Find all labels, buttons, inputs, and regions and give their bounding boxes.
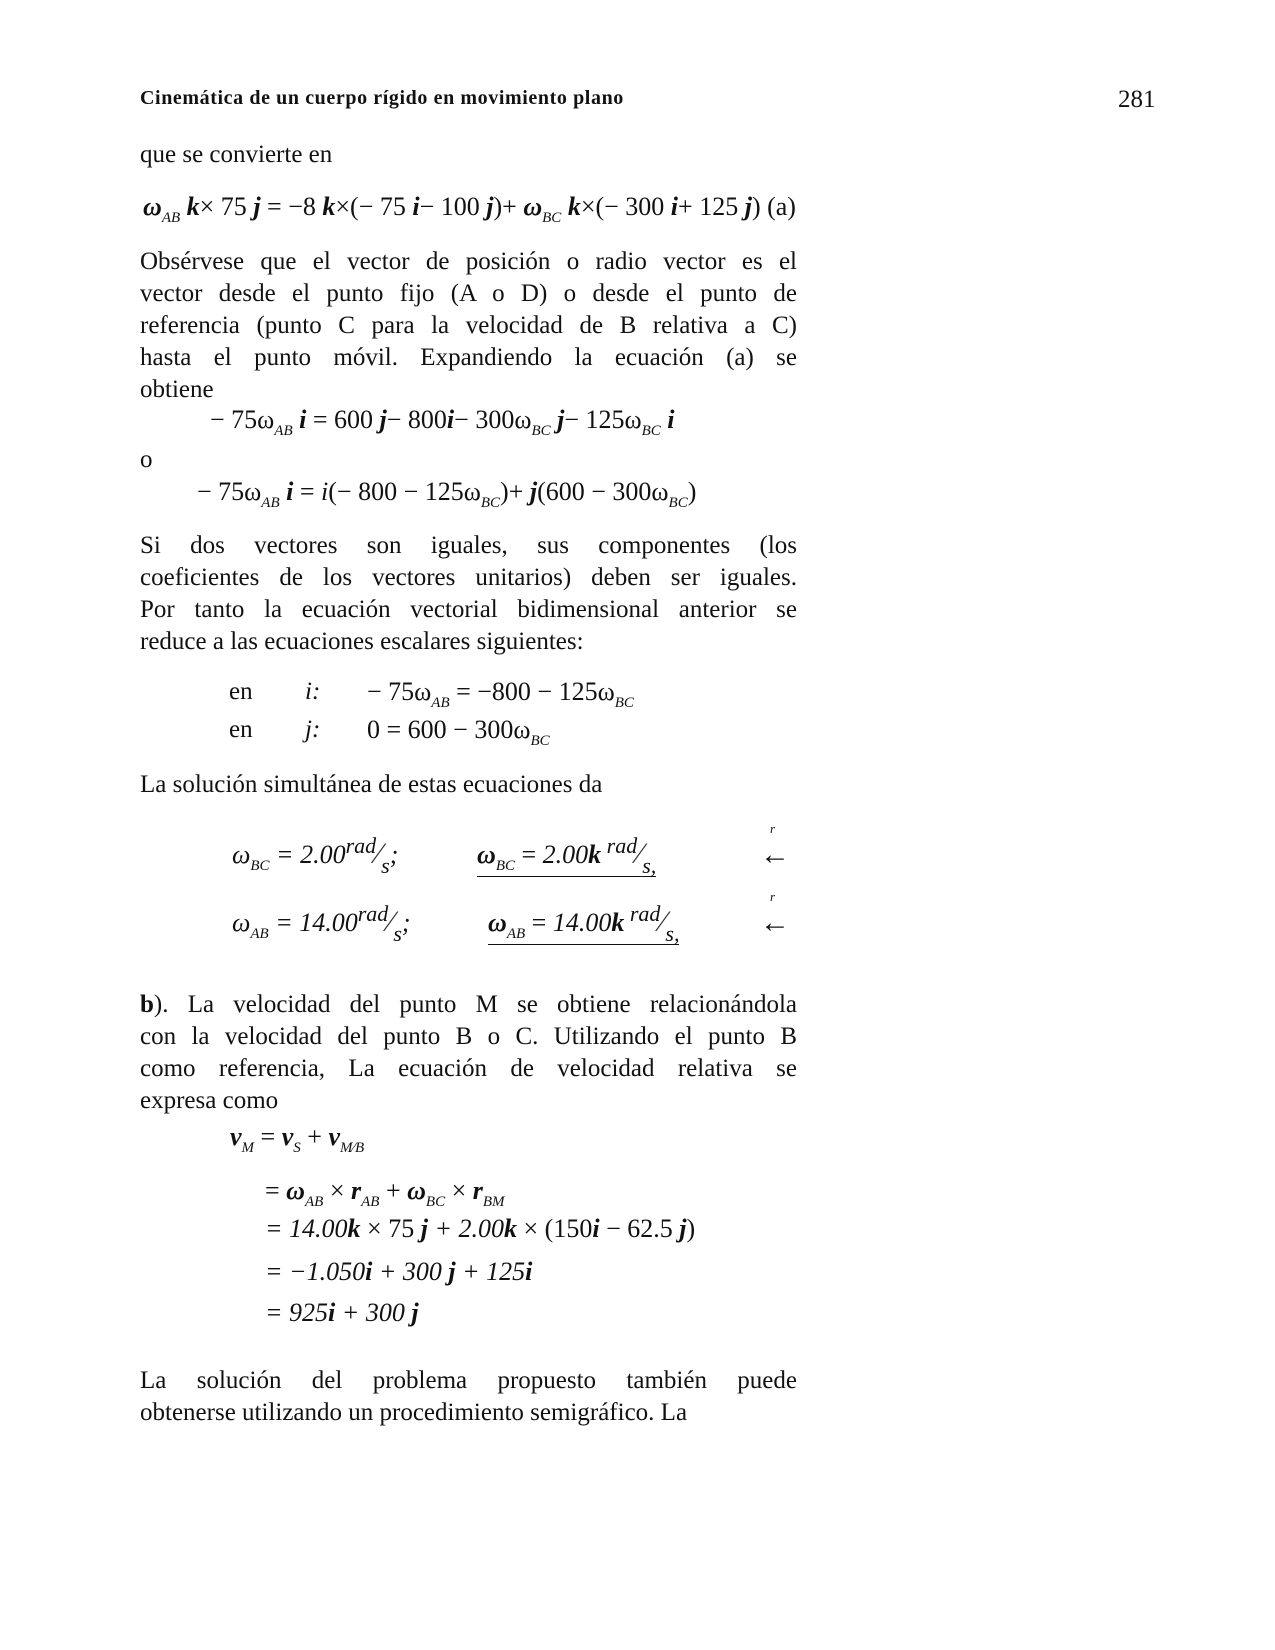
equation-expanded: [210, 405, 675, 439]
equation-part: = −800 − 125ω: [449, 677, 615, 706]
equation-part: − 75ω: [367, 677, 432, 706]
equation-part: BC: [614, 695, 634, 711]
equation-part: )+: [493, 192, 524, 221]
equation-part: ω: [477, 840, 496, 869]
equation-part: j: [379, 405, 387, 434]
equation-part: k: [561, 192, 581, 221]
or-word: o: [140, 446, 153, 473]
equation-part: − 800: [386, 405, 447, 434]
line: Por tanto la ecuación vectorial bidimensional anterior se: [140, 596, 797, 623]
equation-part: AB: [304, 1194, 324, 1210]
equation-part: ): [686, 1214, 696, 1243]
equation-part: ×: [445, 1176, 473, 1205]
arrow-left-icon: ←: [760, 906, 790, 939]
equation-part: i: [328, 1298, 336, 1327]
equation-part: j: [529, 477, 538, 506]
velocity-equation-3: [265, 1214, 695, 1244]
equation-part: j: [411, 1298, 419, 1327]
equation-part: BC: [480, 495, 501, 511]
equation-part: M: [241, 1140, 255, 1156]
equation-part: s: [381, 853, 390, 878]
equation-part: 0 = 600 − 300ω: [367, 715, 531, 744]
line: coeficientes de los vectores unitarios) deben ser iguales.: [140, 564, 797, 591]
line: vector desde el punto fijo (A o D) o desde el punto de: [140, 280, 797, 307]
velocity-equation-5: [265, 1298, 419, 1328]
line: ). La velocidad del punto M se obtiene relacionándola: [153, 991, 797, 1018]
equation-part: BC: [668, 495, 688, 511]
equation-part: i: [365, 1257, 373, 1286]
line: reduce a las ecuaciones escalares siguientes:: [140, 628, 584, 655]
equation-part: AB: [161, 210, 181, 226]
equation-part: i: [525, 1257, 533, 1286]
equation-part: =: [293, 477, 322, 506]
equation-part: ⁄: [660, 905, 666, 938]
equation-part: =: [514, 840, 543, 869]
equation-part: ×: [323, 1176, 351, 1205]
line: obtiene: [140, 376, 214, 403]
equation-part: − 62.5: [599, 1214, 680, 1243]
equation-part: = 925: [265, 1298, 329, 1327]
equation-part: BC: [542, 210, 562, 226]
equation-part: BC: [425, 1194, 446, 1210]
result-omega-ab-vector: [488, 901, 680, 946]
equation-part: = −1.050: [265, 1257, 366, 1286]
equation-part: S: [293, 1140, 301, 1156]
velocity-equation-2: [265, 1176, 505, 1210]
scalar-comp-j: j:: [305, 716, 321, 743]
result-omega-ab-scalar: [232, 901, 411, 946]
equation-part: ω: [488, 908, 507, 937]
running-header: Cinemática de un cuerpo rígido en movimiento plano: [140, 87, 624, 109]
equation-part: ω: [286, 1176, 305, 1205]
line: Obsérvese que el vector de posición o radio vector es el: [140, 248, 797, 275]
line: obtenerse utilizando un procedimiento semigráfico. La: [140, 1399, 688, 1426]
equation-part: + 300: [335, 1298, 412, 1327]
equation-part: BC: [495, 858, 515, 874]
equation-part: AB: [506, 926, 526, 942]
equation-part: =: [525, 908, 553, 937]
equation-part: − 300ω: [454, 405, 532, 434]
equation-part: j: [744, 192, 752, 221]
equation-part: AB: [261, 495, 280, 511]
equation-part: i: [446, 405, 455, 434]
equation-part: ×(− 75: [335, 192, 413, 221]
equation-a: [143, 192, 796, 226]
equation-part: r: [472, 1176, 483, 1205]
paragraph-1: [140, 246, 797, 406]
equation-part: j: [253, 192, 261, 221]
result-omega-bc-scalar: [232, 833, 399, 878]
equation-part: j: [486, 192, 494, 221]
result-omega-bc-vector: [477, 833, 657, 878]
equation-part: rad: [601, 833, 638, 858]
line: como referencia, La ecuación de velocidad relativa se: [140, 1055, 797, 1082]
equation-part: s,: [665, 921, 680, 946]
equation-part: i: [321, 477, 329, 506]
line: hasta el punto móvil. Expandiendo la ecuación (a) se: [140, 344, 797, 371]
equation-part: ω: [232, 840, 251, 869]
equation-part: ⁄: [637, 837, 643, 870]
equation-part: BC: [531, 423, 551, 439]
paragraph-2: [140, 530, 797, 658]
equation-part: − 125ω: [564, 405, 642, 434]
equation-part: k: [588, 840, 602, 869]
equation-part: AB: [274, 423, 293, 439]
equation-part: = 14.00: [268, 908, 358, 937]
equation-part: k: [180, 192, 200, 221]
equation-part: BM: [482, 1194, 505, 1210]
equation-part: =: [254, 1122, 282, 1151]
equation-part: × (150: [517, 1214, 593, 1243]
line: Si dos vectores son iguales, sus componentes (los: [140, 532, 797, 559]
arrow-mark: r: [770, 821, 776, 836]
equation-part: k: [611, 908, 625, 937]
arrow-mark: r: [770, 889, 776, 904]
equation-part: +: [379, 1176, 408, 1205]
equation-part: +: [300, 1122, 329, 1151]
equation-part: k: [347, 1214, 361, 1243]
equation-part: rad: [624, 901, 661, 926]
equation-part: = 14.00: [265, 1214, 348, 1243]
equation-part: BC: [641, 423, 661, 439]
scalar-en-j: en: [229, 716, 253, 743]
equation-part: ;: [389, 840, 399, 869]
solution-intro: La solución simultánea de estas ecuaciones da: [140, 771, 603, 798]
equation-part: = 2.00: [269, 840, 346, 869]
equation-part: (600 − 300ω: [537, 477, 669, 506]
equation-part: + 125: [455, 1257, 526, 1286]
equation-part: = 600: [306, 405, 380, 434]
equation-part: 2.00: [542, 840, 589, 869]
equation-part: + 300: [372, 1257, 449, 1286]
equation-part: i: [412, 192, 420, 221]
equation-part: rad: [345, 833, 377, 858]
equation-part: j: [448, 1257, 456, 1286]
equation-part: =: [265, 1176, 287, 1205]
equation-part: )+: [500, 477, 530, 506]
line: expresa como: [140, 1087, 279, 1114]
equation-part: i: [279, 477, 294, 506]
equation-part: BC: [250, 858, 270, 874]
equation-part: = −8: [260, 192, 323, 221]
velocity-equation-1: [230, 1122, 365, 1156]
scalar-equation-j: [367, 715, 550, 749]
equation-grouped: [197, 477, 697, 511]
equation-part: i: [670, 192, 679, 221]
equation-part: − 75ω: [210, 405, 275, 434]
equation-part: − 100: [419, 192, 487, 221]
equation-part: AB: [431, 695, 450, 711]
line: La solución del problema propuesto también puede: [140, 1367, 797, 1394]
equation-part: ⁄: [376, 837, 382, 870]
equation-part: ω: [232, 908, 251, 937]
equation-part: rad: [357, 901, 389, 926]
equation-part: ): [687, 477, 697, 506]
equation-part: ω: [523, 192, 543, 221]
equation-part: AB: [361, 1194, 380, 1210]
equation-part: r: [350, 1176, 362, 1205]
line: con la velocidad del punto B o C. Utilizando el punto B: [140, 1023, 797, 1050]
equation-part: k: [504, 1214, 517, 1243]
equation-part: i: [292, 405, 307, 434]
equation-part: ×(− 300: [580, 192, 671, 221]
equation-part: + 125: [678, 192, 745, 221]
equation-part: ω: [407, 1176, 426, 1205]
equation-part: j: [420, 1214, 428, 1243]
equation-part: ;: [401, 908, 411, 937]
equation-part: (− 800 − 125ω: [328, 477, 481, 506]
equation-part: BC: [530, 733, 550, 749]
equation-part: v: [281, 1122, 294, 1151]
equation-part: k: [322, 192, 336, 221]
equation-part: i: [660, 405, 675, 434]
equation-part: i: [592, 1214, 600, 1243]
equation-part: × 75: [360, 1214, 421, 1243]
scalar-comp-i: i:: [305, 678, 321, 705]
line: referencia (punto C para la velocidad de B relativa a C): [140, 312, 797, 339]
velocity-equation-4: [265, 1257, 532, 1287]
equation-part: + 2.00: [427, 1214, 504, 1243]
equation-part: ⁄: [388, 905, 394, 938]
arrow-left-icon: ←: [760, 838, 790, 871]
equation-part: ω: [143, 192, 162, 221]
equation-part: − 75ω: [197, 477, 262, 506]
equation-part: × 75: [199, 192, 254, 221]
equation-part: j: [550, 405, 565, 434]
equation-part: s,: [642, 853, 657, 878]
equation-part: v: [230, 1122, 242, 1151]
part-label: b: [140, 991, 154, 1018]
equation-part: j: [679, 1214, 687, 1243]
equation-part: M⁄B: [339, 1140, 365, 1156]
scalar-en-i: en: [229, 678, 253, 705]
page-number: 281: [1118, 86, 1156, 113]
equation-part: AB: [250, 926, 269, 942]
equation-part: v: [328, 1122, 340, 1151]
intro-text: que se convierte en: [140, 141, 333, 168]
equation-part: s: [393, 921, 402, 946]
equation-part: 14.00: [552, 908, 612, 937]
paragraph-3: [140, 989, 797, 1117]
scalar-equation-i: [367, 677, 634, 711]
equation-part: ) (a): [751, 192, 796, 221]
paragraph-4: [140, 1365, 797, 1429]
